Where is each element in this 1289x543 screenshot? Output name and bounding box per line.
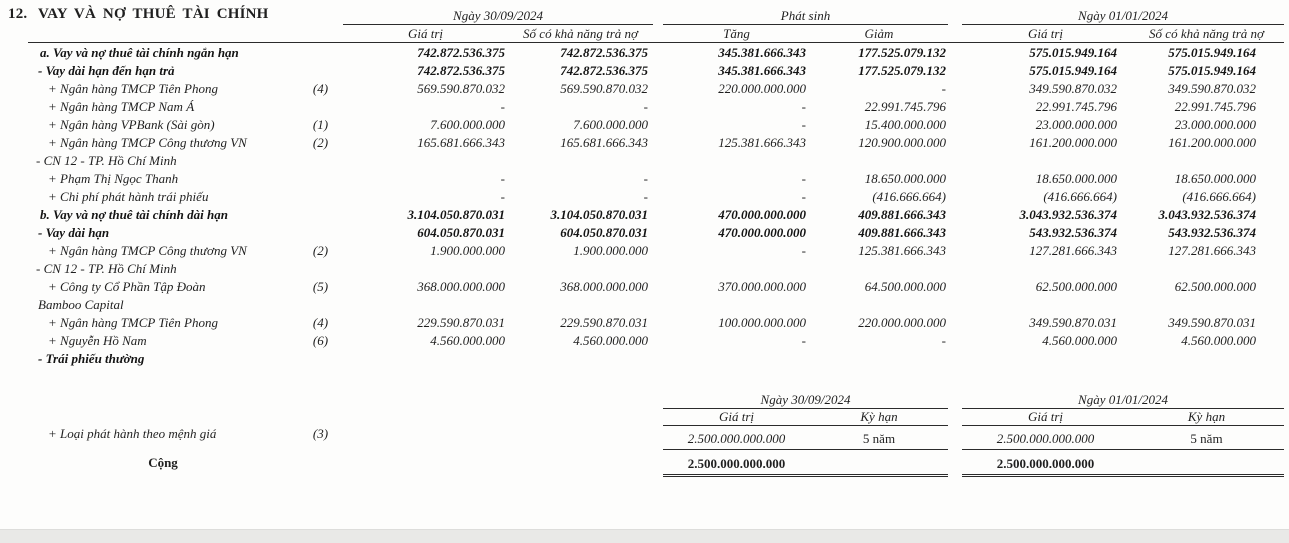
column-gap	[948, 296, 962, 314]
column-gap	[653, 152, 663, 170]
cell-value: 409.881.666.343	[858, 207, 946, 222]
row-label: - Vay dài hạn	[38, 225, 110, 240]
cell-value: -	[801, 243, 806, 258]
cell-value: 161.200.000.000	[1029, 135, 1117, 150]
cell-value: 575.015.949.164	[1168, 63, 1256, 78]
row-ref: (2)	[312, 243, 329, 258]
cell-value: -	[643, 189, 648, 204]
column-gap	[948, 206, 962, 224]
row-label: + Phạm Thị Ngọc Thanh	[48, 171, 179, 186]
column-gap	[653, 350, 663, 368]
cell-value: 470.000.000.000	[718, 207, 806, 222]
table-row	[28, 206, 1289, 224]
cell-value: 23.000.000.000	[1174, 117, 1256, 132]
cell-value: -	[801, 99, 806, 114]
cell-value: 349.590.870.031	[1168, 315, 1256, 330]
cell-value: (416.666.664)	[1043, 189, 1117, 204]
row-label: b. Vay và nợ thuê tài chính dài hạn	[40, 207, 228, 222]
bonds-group-row	[28, 392, 1289, 409]
cell-value	[962, 152, 1129, 170]
row-ref	[298, 62, 343, 80]
cell-value	[508, 350, 653, 368]
cell-value	[1129, 152, 1284, 170]
table-row	[28, 62, 1289, 80]
column-gap	[653, 260, 663, 278]
bonds-col-ky-han-2: Kỳ hạn	[1187, 409, 1226, 424]
cell-value	[663, 296, 810, 314]
cell-value: 543.932.536.374	[1029, 225, 1117, 240]
cell-value: 7.600.000.000	[573, 117, 648, 132]
column-gap	[653, 332, 663, 350]
bonds-table	[0, 392, 1289, 477]
bonds-total-row	[28, 450, 1289, 477]
cell-value: 127.281.666.343	[1029, 243, 1117, 258]
row-ref	[298, 98, 343, 116]
column-gap	[653, 242, 663, 260]
table-row	[28, 116, 1289, 134]
column-gap	[948, 170, 962, 188]
cell-value	[343, 350, 508, 368]
total-value	[810, 466, 948, 474]
column-gap	[948, 242, 962, 260]
cell-value: -	[801, 117, 806, 132]
cell-value	[1129, 296, 1284, 314]
cell-value: -	[941, 333, 946, 348]
row-ref	[298, 188, 343, 206]
bonds-col-group-jan: Ngày 01/01/2024	[962, 392, 1284, 409]
cell-value: 120.900.000.000	[858, 135, 946, 150]
column-gap	[948, 62, 962, 80]
cell-value	[663, 260, 810, 278]
column-gap	[948, 332, 962, 350]
table-row	[28, 278, 1289, 296]
column-gap	[653, 80, 663, 98]
col-header-gia-tri-1: Giá trị	[407, 26, 444, 41]
column-gap	[948, 278, 962, 296]
col-header-giam: Giảm	[864, 26, 894, 41]
cell-value: 100.000.000.000	[718, 315, 806, 330]
loans-table-body	[0, 44, 1289, 368]
cell-value	[1129, 350, 1284, 368]
table-row	[28, 44, 1289, 62]
cell-value	[343, 260, 508, 278]
table-row	[28, 98, 1289, 116]
cell-value: 220.000.000.000	[858, 315, 946, 330]
table-row	[28, 152, 1289, 170]
cell-value: 4.560.000.000	[1181, 333, 1256, 348]
cell-value: (416.666.664)	[872, 189, 946, 204]
row-ref	[298, 44, 343, 62]
row-ref	[298, 206, 343, 224]
page-title	[8, 6, 269, 23]
sub-header-row	[28, 25, 1289, 43]
cell-value: 742.872.536.375	[417, 45, 505, 60]
total-value	[1129, 466, 1284, 474]
cell-value	[663, 152, 810, 170]
row-label: + Ngân hàng VPBank (Sài gòn)	[48, 117, 215, 132]
cell-value	[508, 152, 653, 170]
col-group-date-sep: Ngày 30/09/2024	[343, 8, 653, 25]
column-gap	[653, 314, 663, 332]
row-ref: (4)	[312, 315, 329, 330]
cell-value: 569.590.870.032	[560, 81, 648, 96]
cell-value: 409.881.666.343	[858, 225, 946, 240]
cell-value: -	[643, 171, 648, 186]
column-gap	[653, 224, 663, 242]
cell-value: 229.590.870.031	[560, 315, 648, 330]
row-label: - Vay dài hạn đến hạn trả	[38, 63, 175, 78]
total-value: 2.500.000.000.000	[687, 456, 786, 471]
cell-value: 5 năm	[862, 431, 896, 446]
row-label: + Ngân hàng TMCP Tiên Phong	[48, 81, 218, 96]
row-ref	[298, 260, 343, 278]
row-ref: (4)	[312, 81, 329, 96]
column-gap	[653, 62, 663, 80]
cell-value	[962, 260, 1129, 278]
table-row	[28, 134, 1289, 152]
table-row	[28, 350, 1289, 368]
row-label: + Nguyễn Hồ Nam	[48, 333, 147, 348]
cell-value: 4.560.000.000	[573, 333, 648, 348]
row-label: + Ngân hàng TMCP Nam Á	[48, 99, 195, 114]
row-label: + Ngân hàng TMCP Tiên Phong	[48, 315, 218, 330]
col-group-date-jan: Ngày 01/01/2024	[962, 8, 1284, 25]
cell-value: 125.381.666.343	[718, 135, 806, 150]
cell-value: -	[500, 189, 505, 204]
row-ref	[298, 224, 343, 242]
row-label: + Ngân hàng TMCP Công thương VN	[48, 135, 247, 150]
cell-value: 543.932.536.374	[1168, 225, 1256, 240]
col-header-gia-tri-2: Giá trị	[1027, 26, 1064, 41]
bonds-subheader-row	[28, 409, 1289, 426]
column-gap	[948, 44, 962, 62]
column-gap	[948, 314, 962, 332]
table-row	[28, 242, 1289, 260]
column-gap	[948, 116, 962, 134]
bonds-col-gia-tri-1: Giá trị	[718, 409, 755, 424]
cell-value	[343, 152, 508, 170]
table-row	[28, 332, 1289, 350]
cell-value: 2.500.000.000.000	[687, 431, 786, 446]
cell-value: 345.381.666.343	[718, 63, 806, 78]
cell-value: 1.900.000.000	[573, 243, 648, 258]
cell-value: 569.590.870.032	[417, 81, 505, 96]
row-label: a. Vay và nợ thuê tài chính ngắn hạn	[40, 45, 239, 60]
table-row	[28, 224, 1289, 242]
cell-value: 5 năm	[1190, 431, 1223, 446]
cell-value: 161.200.000.000	[1168, 135, 1256, 150]
column-gap	[948, 188, 962, 206]
cell-value: 15.400.000.000	[864, 117, 946, 132]
cell-value: 368.000.000.000	[417, 279, 505, 294]
cell-value: 220.000.000.000	[718, 81, 806, 96]
cell-value	[508, 260, 653, 278]
column-gap	[948, 98, 962, 116]
cell-value: 3.104.050.870.031	[550, 207, 648, 222]
row-ref	[298, 170, 343, 188]
cell-value: 18.650.000.000	[864, 171, 946, 186]
column-gap	[653, 134, 663, 152]
cell-value	[1129, 260, 1284, 278]
cell-value: 7.600.000.000	[430, 117, 505, 132]
cell-value: 368.000.000.000	[560, 279, 648, 294]
cell-value: 18.650.000.000	[1174, 171, 1256, 186]
total-label: Cộng	[148, 455, 178, 470]
cell-value: (416.666.664)	[1182, 189, 1256, 204]
cell-value: 742.872.536.375	[417, 63, 505, 78]
column-gap	[653, 206, 663, 224]
column-gap	[653, 278, 663, 296]
table-row	[28, 170, 1289, 188]
column-gap	[948, 80, 962, 98]
cell-value: 177.525.079.132	[858, 63, 946, 78]
bonds-data-row	[28, 426, 1289, 450]
row-label: + Ngân hàng TMCP Công thương VN	[48, 243, 247, 258]
column-gap	[653, 116, 663, 134]
bonds-col-ky-han-1: Kỳ hạn	[860, 409, 898, 424]
total-value: 2.500.000.000.000	[996, 456, 1095, 471]
row-label: Bamboo Capital	[38, 297, 124, 312]
row-label: + Công ty Cổ Phần Tập Đoàn	[48, 279, 206, 294]
col-group-phat-sinh: Phát sinh	[663, 8, 948, 25]
cell-value: 22.991.745.796	[1035, 99, 1117, 114]
column-gap	[948, 224, 962, 242]
cell-value: 575.015.949.164	[1168, 45, 1256, 60]
column-gap	[948, 350, 962, 368]
cell-value: 604.050.870.031	[560, 225, 648, 240]
column-gap	[653, 188, 663, 206]
row-ref: (2)	[312, 135, 329, 150]
table-row	[28, 260, 1289, 278]
cell-value	[810, 152, 948, 170]
cell-value: 18.650.000.000	[1035, 171, 1117, 186]
col-header-kha-nang-1: Số có khả năng trả nợ	[523, 26, 638, 41]
cell-value: 23.000.000.000	[1035, 117, 1117, 132]
section-number: 12.	[8, 6, 28, 22]
cell-value	[810, 260, 948, 278]
cell-value: 3.104.050.870.031	[407, 207, 505, 222]
cell-value: 125.381.666.343	[858, 243, 946, 258]
cell-value	[810, 296, 948, 314]
row-ref: (1)	[312, 117, 329, 132]
bottom-page-band	[0, 529, 1289, 543]
column-gap	[948, 260, 962, 278]
row-label: - Trái phiếu thường	[38, 351, 145, 366]
cell-value	[508, 296, 653, 314]
cell-value: -	[801, 171, 806, 186]
column-gap	[948, 152, 962, 170]
table-row	[28, 296, 1289, 314]
cell-value: 349.590.870.031	[1029, 315, 1117, 330]
cell-value: 4.560.000.000	[430, 333, 505, 348]
cell-value: 2.500.000.000.000	[996, 431, 1095, 446]
table-row	[28, 80, 1289, 98]
column-gap	[653, 98, 663, 116]
cell-value	[962, 350, 1129, 368]
cell-value: 1.900.000.000	[430, 243, 505, 258]
cell-value: 604.050.870.031	[417, 225, 505, 240]
cell-value: 345.381.666.343	[718, 45, 806, 60]
row-ref	[298, 350, 343, 368]
column-gap	[653, 296, 663, 314]
row-ref: (3)	[312, 426, 329, 441]
cell-value: 62.500.000.000	[1174, 279, 1256, 294]
cell-value: 349.590.870.032	[1029, 81, 1117, 96]
cell-value	[663, 350, 810, 368]
row-ref	[298, 152, 343, 170]
cell-value	[810, 350, 948, 368]
cell-value: -	[643, 99, 648, 114]
column-gap	[653, 44, 663, 62]
cell-value: 22.991.745.796	[864, 99, 946, 114]
cell-value: 229.590.870.031	[417, 315, 505, 330]
table-row	[28, 314, 1289, 332]
col-header-kha-nang-2: Số có khả năng trả nợ	[1149, 26, 1264, 41]
row-ref: (5)	[312, 279, 329, 294]
row-label: + Chi phí phát hành trái phiếu	[48, 189, 209, 204]
column-gap	[948, 134, 962, 152]
col-header-tang: Tăng	[723, 26, 750, 41]
cell-value: -	[941, 81, 946, 96]
cell-value: 370.000.000.000	[718, 279, 806, 294]
row-label: - CN 12 - TP. Hồ Chí Minh	[36, 261, 177, 276]
cell-value: 4.560.000.000	[1042, 333, 1117, 348]
column-gap	[653, 170, 663, 188]
cell-value: 3.043.932.536.374	[1158, 207, 1256, 222]
cell-value: 742.872.536.375	[560, 45, 648, 60]
cell-value: 165.681.666.343	[417, 135, 505, 150]
cell-value: -	[500, 171, 505, 186]
cell-value: 575.015.949.164	[1029, 63, 1117, 78]
section-title: VAY VÀ NỢ THUÊ TÀI CHÍNH	[38, 6, 269, 22]
row-ref: (6)	[312, 333, 329, 348]
cell-value: -	[500, 99, 505, 114]
cell-value: 22.991.745.796	[1174, 99, 1256, 114]
cell-value: 470.000.000.000	[718, 225, 806, 240]
cell-value: 3.043.932.536.374	[1019, 207, 1117, 222]
cell-value: -	[801, 189, 806, 204]
cell-value: 349.590.870.032	[1168, 81, 1256, 96]
bonds-col-group-sep: Ngày 30/09/2024	[663, 392, 948, 409]
row-ref	[298, 296, 343, 314]
bonds-col-gia-tri-2: Giá trị	[1027, 409, 1064, 424]
cell-value: 177.525.079.132	[858, 45, 946, 60]
table-row	[28, 188, 1289, 206]
cell-value	[962, 296, 1129, 314]
cell-value	[343, 296, 508, 314]
cell-value: 62.500.000.000	[1035, 279, 1117, 294]
cell-value: 165.681.666.343	[560, 135, 648, 150]
cell-value: 64.500.000.000	[864, 279, 946, 294]
cell-value: 742.872.536.375	[560, 63, 648, 78]
cell-value: 575.015.949.164	[1029, 45, 1117, 60]
row-label: - CN 12 - TP. Hồ Chí Minh	[36, 153, 177, 168]
cell-value: -	[801, 333, 806, 348]
cell-value: 127.281.666.343	[1168, 243, 1256, 258]
row-label: + Loại phát hành theo mệnh giá	[48, 426, 217, 441]
